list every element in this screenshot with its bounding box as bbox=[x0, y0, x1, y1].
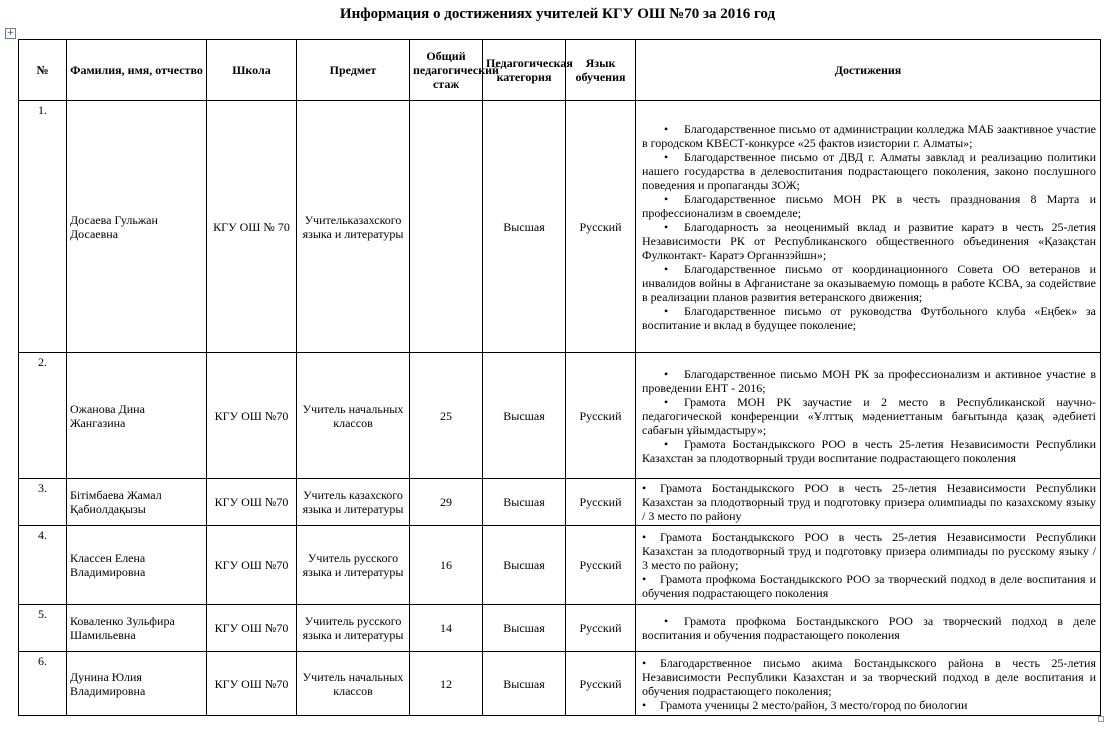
achievement-item: • Благодарственное письмо МОН РК в честь празднования 8 Марта и профессионализм в своемделе; bbox=[642, 192, 1096, 220]
cell-subject: Учитель начальных классов bbox=[297, 652, 410, 716]
achievement-item: • Благодарственное письмо от координационного Совета ОО ветеранов и инвалидов войны в Афганистане за оказываемую помощь в работе КСВА, за содействие в реализации планов развития ветеранского движения; bbox=[642, 262, 1096, 304]
header-row bbox=[19, 40, 1101, 101]
cell-language: Русский bbox=[566, 526, 636, 605]
achievements-table bbox=[18, 39, 1101, 716]
cell-subject: Учитель русского языка и литературы bbox=[297, 526, 410, 605]
cell-language: Русский bbox=[566, 101, 636, 353]
achievement-item: • Благодарственное письмо акима Бостандыкского района в честь 25-летия Независимости Республики Казахстан и за творческий подход в деле воспитания и обучения подрастающего поколения; bbox=[642, 656, 1096, 698]
cell-category: Высшая bbox=[483, 605, 566, 652]
cell-subject: Учитель казахского языка и литературы bbox=[297, 479, 410, 526]
table-row bbox=[19, 479, 1101, 526]
cell-language: Русский bbox=[566, 652, 636, 716]
table-resize-handle[interactable] bbox=[1098, 716, 1104, 722]
achievement-item: • Грамота Бостандыкского РОО в честь 25-летия Независимости Республики Казахстан за плодотворный труди воспитание подрастающего поколения bbox=[642, 437, 1096, 465]
cell-achievements bbox=[636, 353, 1101, 479]
achievement-item: • Благодарственное письмо от администрации колледжа МАБ заактивное участие в городском КВЕСТ-конкурсе «25 фактов изистории г. Алматы»; bbox=[642, 122, 1096, 150]
cell-num: 5. bbox=[19, 605, 67, 652]
header-school: Школа bbox=[207, 40, 297, 101]
cell-subject: Учительказахского языка и литературы bbox=[297, 101, 410, 353]
cell-name: Дунина Юлия Владимировна bbox=[67, 652, 207, 716]
achievement-item: • Грамота Бостандыкского РОО в честь 25-летия Независимости Республики Казахстан за плодотворный труд и подготовку призера олимпиады по русскому языку / 3 место по району; bbox=[642, 530, 1096, 572]
achievement-item: • Благодарственное письмо МОН РК за профессионализм и активное участие в проведении ЕНТ - 2016; bbox=[642, 367, 1096, 395]
cell-school: КГУ ОШ №70 bbox=[207, 353, 297, 479]
cell-name: Классен Елена Владимировна bbox=[67, 526, 207, 605]
cell-experience: 16 bbox=[410, 526, 483, 605]
achievements-list bbox=[642, 481, 1096, 523]
cell-category: Высшая bbox=[483, 526, 566, 605]
cell-experience bbox=[410, 101, 483, 353]
cell-language: Русский bbox=[566, 353, 636, 479]
cell-num: 3. bbox=[19, 479, 67, 526]
cell-category: Высшая bbox=[483, 479, 566, 526]
achievement-item: • Грамота профкома Бостандыкского РОО за творческий подход в деле воспитания и обучения подрастающего поколения bbox=[642, 614, 1096, 642]
cell-num: 6. bbox=[19, 652, 67, 716]
header-language: Язык обучения bbox=[566, 40, 636, 101]
cell-language: Русский bbox=[566, 479, 636, 526]
cell-school: КГУ ОШ № 70 bbox=[207, 101, 297, 353]
table-row bbox=[19, 353, 1101, 479]
cell-category: Высшая bbox=[483, 101, 566, 353]
cell-name: Бітімбаева Жамал Қабиолдақызы bbox=[67, 479, 207, 526]
header-experience: Общий педагогический стаж bbox=[410, 40, 483, 101]
cell-achievements bbox=[636, 605, 1101, 652]
cell-experience: 14 bbox=[410, 605, 483, 652]
cell-name: Ожанова Дина Жангазина bbox=[67, 353, 207, 479]
achievement-item: • Грамота ученицы 2 место/район, 3 место/город по биологии bbox=[642, 698, 1096, 712]
cell-subject: Учиитель русского языка и литературы bbox=[297, 605, 410, 652]
table-row bbox=[19, 652, 1101, 716]
table-row bbox=[19, 526, 1101, 605]
cell-school: КГУ ОШ №70 bbox=[207, 479, 297, 526]
achievement-item: • Грамота профкома Бостандыкского РОО за творческий подход в деле воспитания и обучения подрастающего поколения bbox=[642, 572, 1096, 600]
header-name: Фамилия, имя, отчество bbox=[67, 40, 207, 101]
achievements-list bbox=[642, 530, 1096, 600]
achievement-item: • Благодарность за неоценимый вклад и развитие каратэ в честь 25-летия Независимости РК от Республиканского общественного объединения «Қазақстан Фулконтакт- Каратэ Органнзэйшн»; bbox=[642, 220, 1096, 262]
cell-language: Русский bbox=[566, 605, 636, 652]
cell-experience: 25 bbox=[410, 353, 483, 479]
cell-achievements bbox=[636, 526, 1101, 605]
cell-category: Высшая bbox=[483, 353, 566, 479]
cell-category: Высшая bbox=[483, 652, 566, 716]
achievements-list bbox=[642, 122, 1096, 332]
cell-achievements bbox=[636, 101, 1101, 353]
cell-school: КГУ ОШ №70 bbox=[207, 652, 297, 716]
header-subject: Предмет bbox=[297, 40, 410, 101]
page-title: Информация о достижениях учителей КГУ ОШ №70 за 2016 год bbox=[339, 6, 776, 22]
achievements-list bbox=[642, 614, 1096, 642]
cell-num: 2. bbox=[19, 353, 67, 479]
cell-experience: 12 bbox=[410, 652, 483, 716]
cell-name: Досаева Гульжан Досаевна bbox=[67, 101, 207, 353]
header-achievements: Достижения bbox=[636, 40, 1101, 101]
achievement-item: • Грамота МОН РК заучастие и 2 место в Республиканской научно-педагогической конференции «Ұлттық мәдениеттаным бағытында қазақ әдебиеті сабағын ұйымдастыру»; bbox=[642, 395, 1096, 437]
cell-experience: 29 bbox=[410, 479, 483, 526]
cell-school: КГУ ОШ №70 bbox=[207, 526, 297, 605]
achievements-list bbox=[642, 656, 1096, 712]
table-row bbox=[19, 605, 1101, 652]
cell-name: Коваленко Зульфира Шамильевна bbox=[67, 605, 207, 652]
achievements-list bbox=[642, 367, 1096, 465]
cell-subject: Учитель начальных классов bbox=[297, 353, 410, 479]
table-move-handle-icon[interactable]: + bbox=[6, 28, 15, 38]
cell-num: 1. bbox=[19, 101, 67, 353]
achievement-item: • Благодарственное письмо от руководства Футбольного клуба «Еңбек» за воспитание и вклад в будущее поколение; bbox=[642, 304, 1096, 332]
cell-achievements bbox=[636, 652, 1101, 716]
cell-achievements bbox=[636, 479, 1101, 526]
cell-school: КГУ ОШ №70 bbox=[207, 605, 297, 652]
cell-num: 4. bbox=[19, 526, 67, 605]
header-num: № bbox=[19, 40, 67, 101]
table-row bbox=[19, 101, 1101, 353]
header-category: Педагогическая категория bbox=[483, 40, 566, 101]
achievement-item: • Грамота Бостандыкского РОО в честь 25-летия Независимости Республики Казахстан за плодотворный труд и подготовку призера олимпиады по казахскому языку / 3 место по району bbox=[642, 481, 1096, 523]
achievement-item: • Благодарственное письмо от ДВД г. Алматы завклад и реализацию политики нашего государства в делевоспитания подрастающего поколения, законо послушного поведения и пропаганды ЗОЖ; bbox=[642, 150, 1096, 192]
